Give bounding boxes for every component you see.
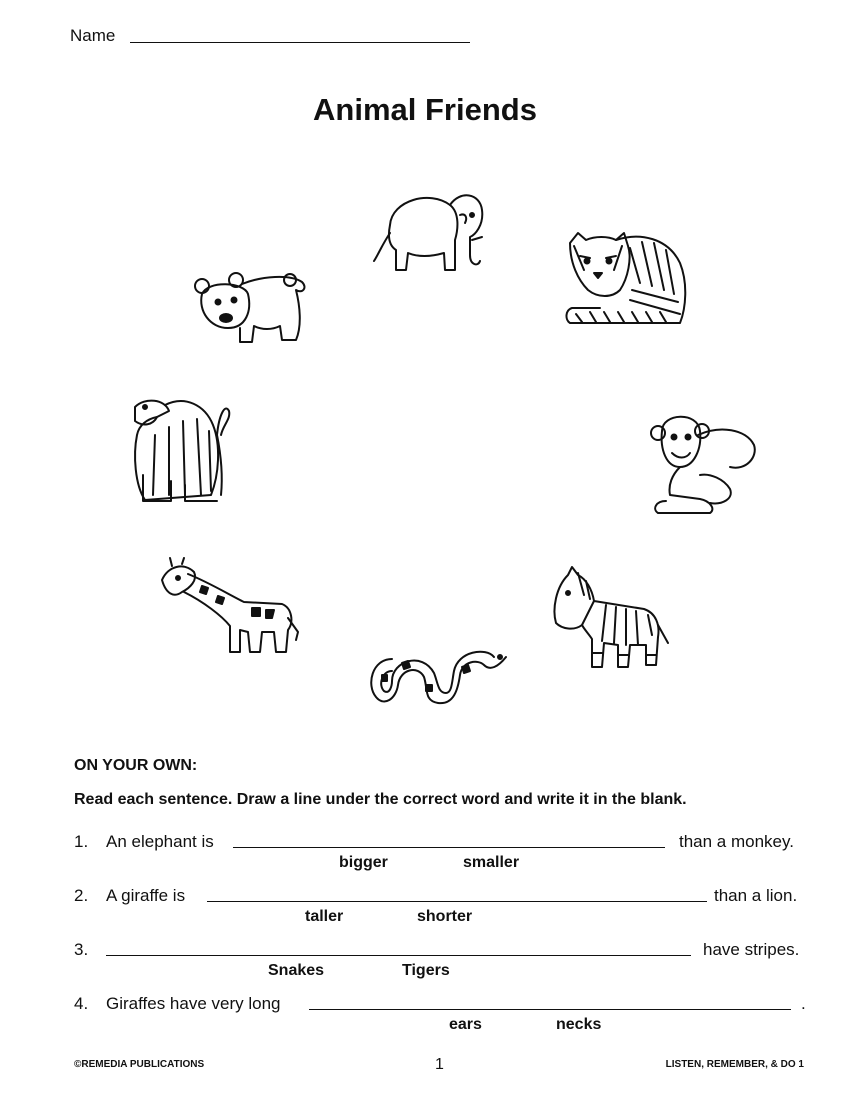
name-field[interactable] (130, 42, 470, 43)
answer-blank[interactable] (207, 901, 707, 902)
question-number: 3. (74, 940, 89, 959)
footer-series: LISTEN, REMEMBER, & DO 1 (665, 1059, 804, 1070)
answer-choice[interactable]: smaller (463, 854, 520, 871)
lion-icon (125, 395, 240, 510)
page-number: 1 (435, 1056, 444, 1073)
bear-icon (192, 266, 310, 348)
question-ending: than a lion. (714, 886, 798, 905)
answer-blank[interactable] (233, 847, 665, 848)
answer-choice[interactable]: ears (449, 1016, 482, 1033)
name-label: Name (70, 26, 116, 45)
section-heading: ON YOUR OWN: (74, 757, 198, 774)
zebra-icon (548, 565, 673, 675)
question-ending: have stripes. (703, 940, 800, 959)
question-text: A giraffe is (106, 886, 186, 905)
question-number: 1. (74, 832, 89, 851)
question-ending: than a monkey. (679, 832, 794, 851)
elephant-icon (370, 185, 495, 285)
answer-blank[interactable] (309, 1009, 791, 1010)
answer-choice[interactable]: necks (556, 1016, 602, 1033)
giraffe-icon (158, 558, 303, 656)
snake-icon (362, 645, 510, 710)
answer-choice[interactable]: Tigers (402, 962, 450, 979)
question-number: 2. (74, 886, 89, 905)
page-title: Animal Friends (313, 92, 537, 127)
answer-choice[interactable]: bigger (339, 854, 388, 871)
question-ending: . (801, 994, 806, 1013)
monkey-icon (650, 405, 760, 515)
answer-choice[interactable]: Snakes (268, 962, 325, 979)
footer-publisher: ©REMEDIA PUBLICATIONS (74, 1059, 205, 1070)
tiger-icon (560, 228, 690, 333)
question-text: An elephant is (106, 832, 214, 851)
answer-blank[interactable] (106, 955, 691, 956)
answer-choice[interactable]: shorter (417, 908, 473, 925)
answer-choice[interactable]: taller (305, 908, 344, 925)
question-number: 4. (74, 994, 89, 1013)
instructions: Read each sentence. Draw a line under the correct word and write it in the blank. (74, 791, 687, 808)
question-text: Giraffes have very long (106, 994, 281, 1013)
